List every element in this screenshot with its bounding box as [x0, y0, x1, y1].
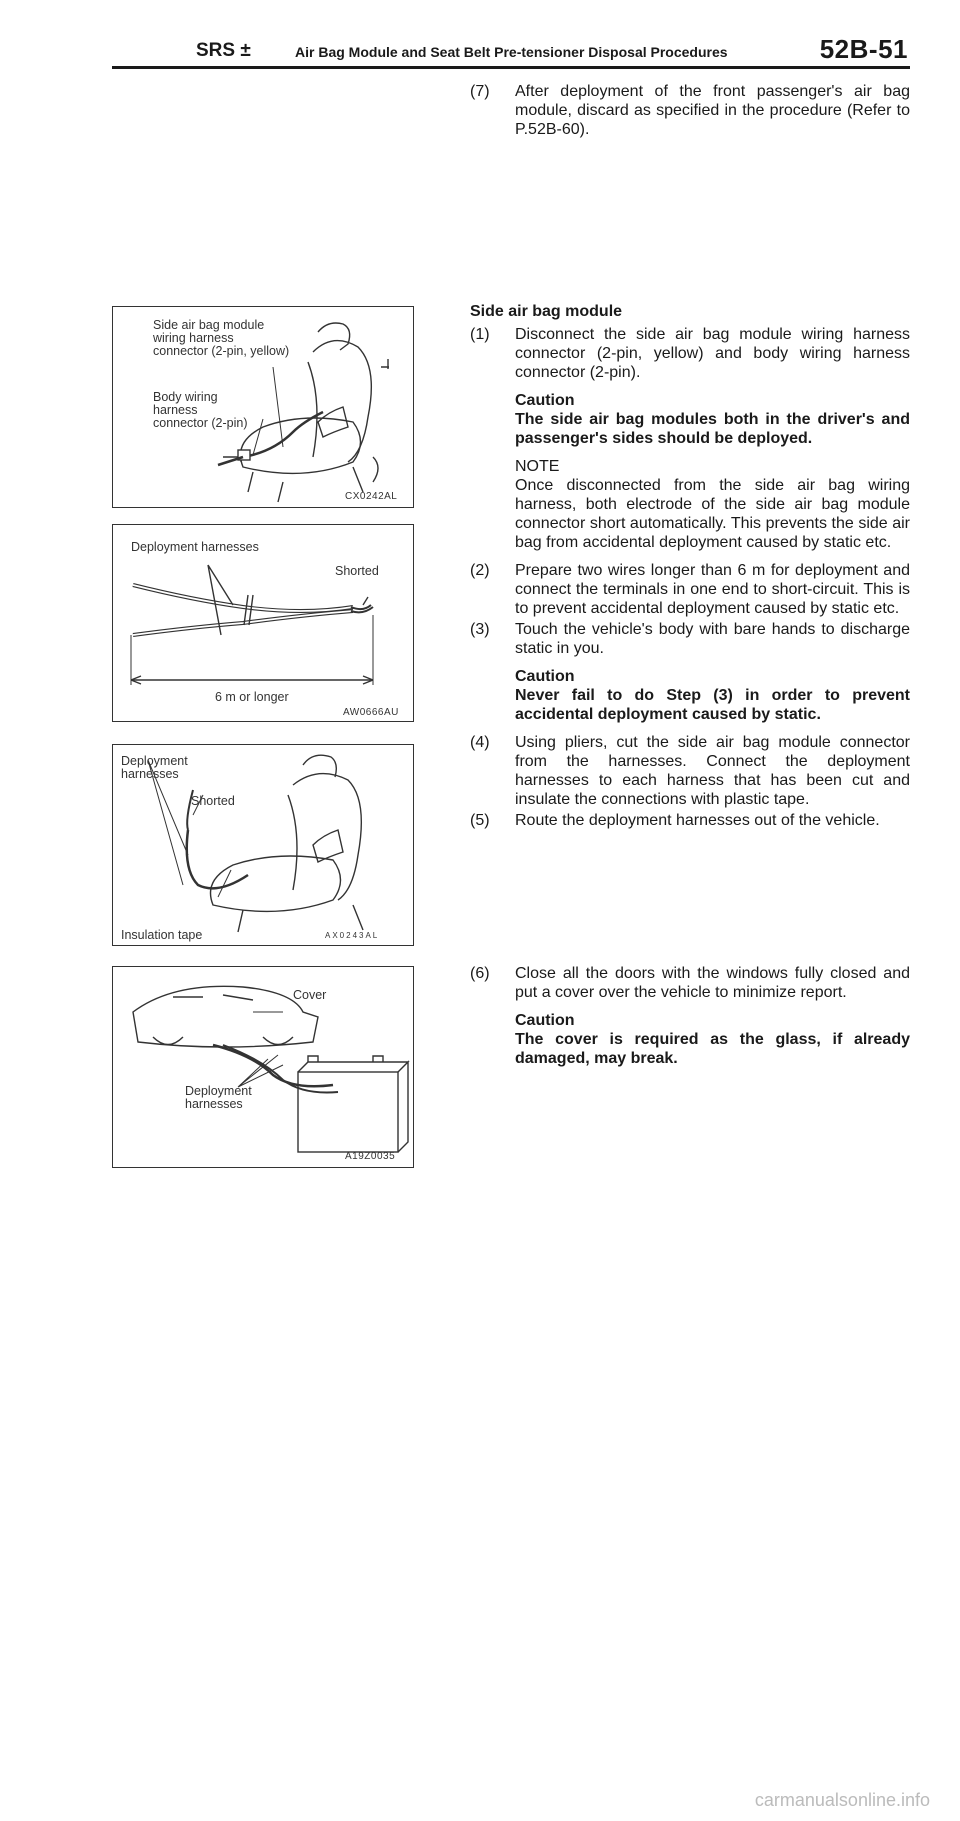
- caution-head: Caution: [515, 392, 575, 409]
- step-text: Prepare two wires longer than 6 m for deployment and connect the terminals in one end to short-circuit. This is to prevent accidental deployment caused by static etc.: [515, 562, 910, 617]
- step-7-block: [470, 82, 910, 148]
- step-number: (7): [470, 83, 490, 100]
- label-deployment-harnesses: Deployment harnesses: [185, 1084, 252, 1111]
- caution-head: Caution: [515, 668, 575, 685]
- header-title: Air Bag Module and Seat Belt Pre-tensioner Disposal Procedures: [295, 44, 728, 60]
- figure-seat-shorted: [112, 744, 414, 946]
- step-number: (4): [470, 734, 490, 751]
- step-text: After deployment of the front passenger's air bag module, discard as specified in the procedure (Refer to P.52B-60).: [515, 83, 910, 138]
- label-side-connector: Side air bag module wiring harness connector (2-pin, yellow): [153, 318, 290, 358]
- figure-code: A19Z0035: [345, 1151, 396, 1162]
- step-5: [470, 811, 910, 830]
- step-number: (1): [470, 326, 490, 343]
- side-airbag-section: [470, 302, 910, 839]
- step-3: [470, 620, 910, 658]
- caution-text: The cover is required as the glass, if already damaged, may break.: [515, 1031, 910, 1067]
- header-rule: [112, 66, 910, 69]
- label-length: 6 m or longer: [215, 690, 289, 704]
- watermark: carmanualsonline.info: [754, 1790, 930, 1810]
- step-text: Touch the vehicle's body with bare hands to discharge static in you.: [515, 621, 910, 657]
- note-text: Once disconnected from the side air bag wiring harness, both electrode of the side air bag module connector short automatically. This prevents the side air bag from accidental deployment caused by static etc.: [515, 477, 910, 551]
- section-title: Side air bag module: [470, 303, 623, 320]
- caution-1: [515, 391, 910, 448]
- caution-3: [515, 667, 910, 724]
- caution-head: Caution: [515, 1012, 575, 1029]
- caution-text: The side air bag modules both in the driver's and passenger's sides should be deployed.: [515, 411, 910, 447]
- label-shorted: Shorted: [191, 794, 235, 808]
- caution-text: Never fail to do Step (3) in order to prevent accidental deployment caused by static.: [515, 687, 910, 723]
- step-number: (5): [470, 812, 490, 829]
- step-number: (3): [470, 621, 490, 638]
- label-body-connector: Body wiring harness connector (2-pin): [153, 390, 248, 430]
- figure-seat-connectors: [112, 306, 414, 508]
- figure-cover-battery: [112, 966, 414, 1168]
- step-number: (2): [470, 562, 490, 579]
- step-text: Disconnect the side air bag module wiring harness connector (2-pin, yellow) and body wiring harness connector (2-pin).: [515, 326, 910, 381]
- cover-battery-illustration: [113, 967, 413, 1167]
- note-head: NOTE: [515, 458, 560, 475]
- header-section: SRS ±: [196, 40, 251, 61]
- note-1: [515, 457, 910, 552]
- step-2: [470, 561, 910, 618]
- label-shorted: Shorted: [335, 564, 379, 578]
- label-deployment-harnesses: Deployment harnesses: [131, 540, 259, 554]
- step-number: (6): [470, 965, 490, 982]
- caution-6: [515, 1011, 910, 1068]
- step-1: [470, 325, 910, 382]
- figure-deployment-harnesses: [112, 524, 414, 722]
- step-4: [470, 733, 910, 809]
- page-number: 52B-51: [819, 34, 908, 64]
- step-text: Using pliers, cut the side air bag module connector from the harnesses. Connect the deployment harnesses to each harness that has been cut and insulate the connections with plastic tape.: [515, 734, 910, 808]
- figure-code: AW0666AU: [343, 707, 399, 718]
- figure-code: AX0243AL: [325, 931, 380, 940]
- label-insulation-tape: Insulation tape: [121, 928, 203, 942]
- figure-code: CX0242AL: [345, 491, 398, 502]
- label-cover: Cover: [293, 988, 327, 1002]
- step-6: [470, 964, 910, 1002]
- label-deployment-harnesses: Deployment harnesses: [121, 754, 188, 781]
- step-7: [470, 82, 910, 139]
- step-text: Route the deployment harnesses out of the vehicle.: [515, 812, 880, 829]
- step-6-block: [470, 964, 910, 1077]
- step-text: Close all the doors with the windows fully closed and put a cover over the vehicle to minimize report.: [515, 965, 910, 1001]
